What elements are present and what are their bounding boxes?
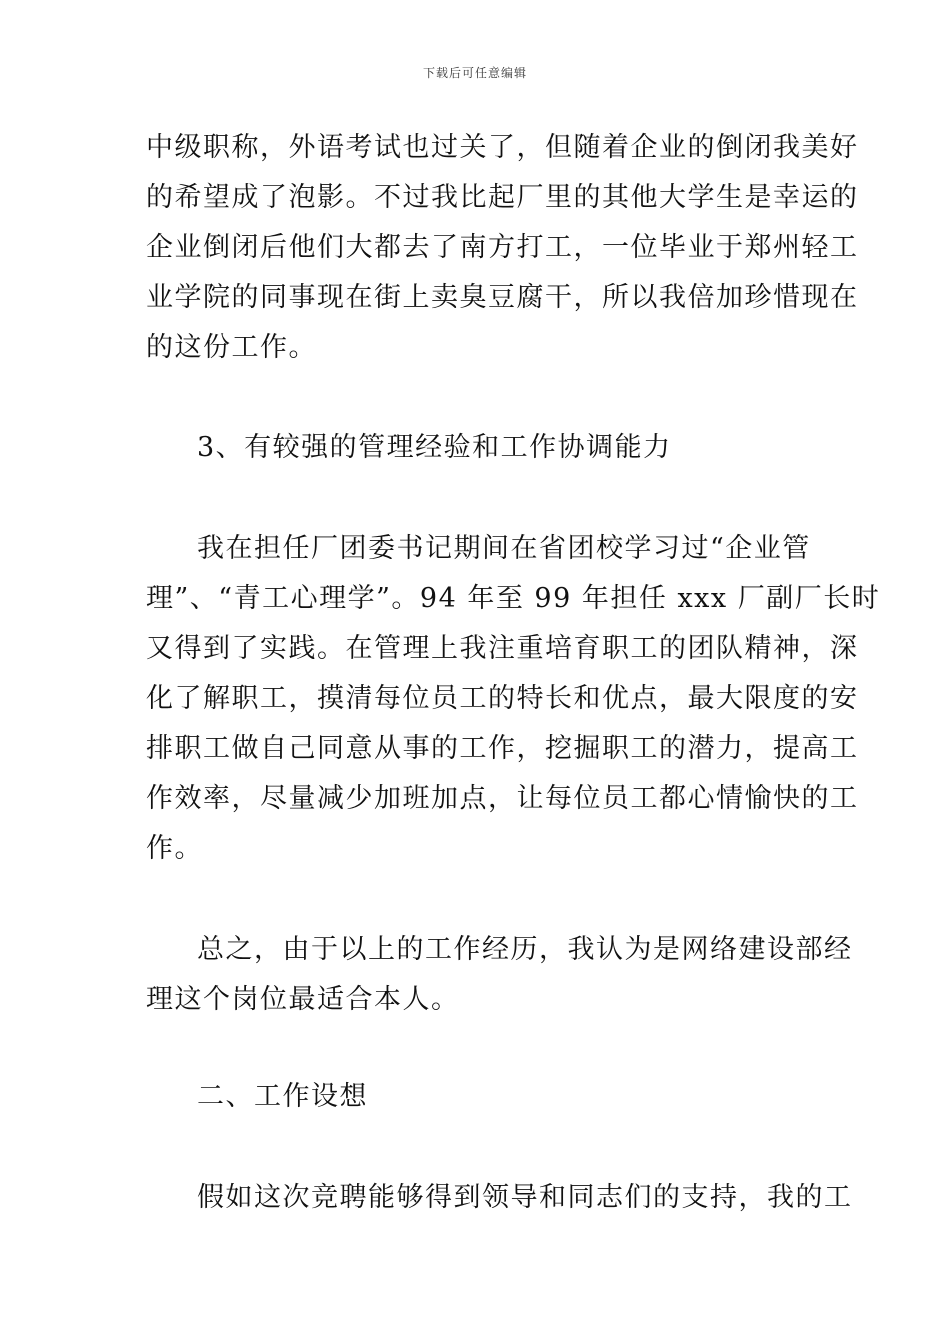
text-line: 作效率，尽量减少加班加点，让每位员工都心情愉快的工 [146, 783, 859, 814]
text-line: 假如这次竞聘能够得到领导和同志们的支持，我的工 [197, 1182, 853, 1213]
text-line: 总之，由于以上的工作经历，我认为是网络建设部经 [197, 934, 853, 965]
text-line: 排职工做自己同意从事的工作，挖掘职工的潜力，提高工 [146, 733, 859, 764]
text-line: 理这个岗位最适合本人。 [146, 984, 460, 1015]
text-line: 作。 [146, 833, 203, 864]
text-line: 又得到了实践。在管理上我注重培育职工的团队精神，深 [146, 633, 859, 664]
text-line: 业学院的同事现在街上卖臭豆腐干，所以我倍加珍惜现在 [146, 282, 859, 313]
section-heading: 3、有较强的管理经验和工作协调能力 [197, 432, 672, 463]
page-header: 下载后可任意编辑 [422, 66, 527, 80]
text-line: 理”、“青工心理学”。94 年至 99 年担任 xxx 厂副厂长时 [146, 583, 881, 614]
section-heading: 二、工作设想 [197, 1081, 368, 1112]
text-line: 我在担任厂团委书记期间在省团校学习过“企业管 [197, 533, 811, 564]
text-line: 企业倒闭后他们大都去了南方打工，一位毕业于郑州轻工 [146, 232, 859, 263]
text-line: 的希望成了泡影。不过我比起厂里的其他大学生是幸运的 [146, 182, 859, 213]
text-line: 中级职称，外语考试也过关了，但随着企业的倒闭我美好 [146, 132, 859, 163]
text-line: 的这份工作。 [146, 332, 317, 363]
text-line: 化了解职工，摸清每位员工的特长和优点，最大限度的安 [146, 683, 859, 714]
